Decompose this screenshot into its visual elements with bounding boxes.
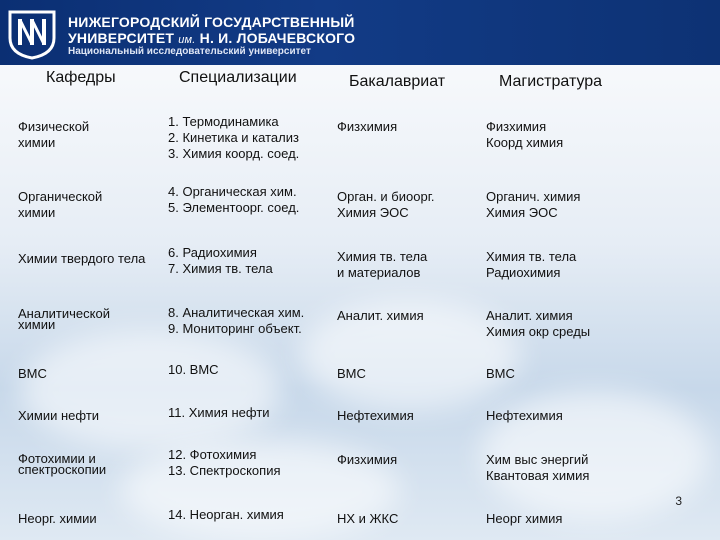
table-cell-master (486, 408, 563, 424)
cell-line: Орган. и биоорг. (337, 189, 435, 204)
table-cell-specialization (168, 245, 273, 277)
cell-line: Химии нефти (18, 408, 100, 423)
cell-line: ВМС (18, 366, 47, 381)
cell-line: Химия тв. тела (486, 249, 577, 264)
table-cell-department (18, 366, 47, 382)
column-header-specializations: Специализации (179, 69, 297, 86)
table-cell-department (18, 511, 97, 527)
university-name-lobachevsky: Н. И. ЛОБАЧЕВСКОГО (199, 30, 356, 46)
cell-line: Химии твердого тела (18, 251, 146, 266)
cell-line: Неорг. химии (18, 511, 97, 526)
cell-line: Физической (18, 119, 90, 134)
cell-line: ВМС (337, 366, 366, 381)
cell-line: и материалов (337, 265, 421, 280)
cell-line: Хим выс энергий (486, 452, 589, 467)
cell-line: Аналит. химия (486, 308, 573, 323)
cell-line: 3. Химия коорд. соед. (168, 146, 300, 161)
table-cell-master (486, 249, 576, 281)
cell-line: 5. Элементоорг. соед. (168, 200, 300, 215)
cell-line: Химия ЭОС (486, 205, 558, 220)
cell-line: 11. Химия нефти (168, 405, 270, 420)
table-cell-bachelor (337, 119, 397, 135)
table-cell-bachelor (337, 308, 424, 324)
university-subtitle: Национальный исследовательский университет (68, 46, 311, 57)
cell-line: 2. Кинетика и катализ (168, 130, 299, 145)
cell-line: Квантовая химия (486, 468, 590, 483)
cell-line: 10. ВМС (168, 362, 219, 377)
university-name-line1: НИЖЕГОРОДСКИЙ ГОСУДАРСТВЕННЫЙ (68, 14, 355, 30)
table-cell-specialization (168, 507, 284, 523)
table-cell-bachelor (337, 452, 397, 468)
page-number: 3 (675, 494, 682, 508)
cell-line: 13. Спектроскопия (168, 463, 281, 478)
background-cloud (20, 330, 280, 450)
table-cell-specialization (168, 447, 281, 479)
column-header-master: Магистратура (499, 73, 603, 90)
table-cell-bachelor (337, 408, 414, 424)
cell-line: Физхимия (486, 119, 547, 134)
table-cell-department (18, 251, 145, 267)
cell-line: Органической (18, 189, 103, 204)
university-name-line2 (68, 30, 355, 46)
cell-line: 12. Фотохимия (168, 447, 257, 462)
cell-line: 7. Химия тв. тела (168, 261, 273, 276)
cell-line: химии (18, 317, 56, 332)
table-cell-master (486, 119, 563, 151)
cell-line: Аналитической (18, 306, 110, 321)
university-logo-icon (6, 8, 58, 60)
cell-line: Неорг химия (486, 511, 563, 526)
table-cell-specialization (168, 362, 219, 378)
cell-line: 6. Радиохимия (168, 245, 257, 260)
cell-line: 8. Аналитическая хим. (168, 305, 305, 320)
cell-line: 1. Термодинамика (168, 114, 279, 129)
cell-line: Нефтехимия (486, 408, 563, 423)
cell-line: Нефтехимия (337, 408, 414, 423)
cell-line: 9. Мониторинг объект. (168, 321, 302, 336)
cell-line: Аналит. химия (337, 308, 424, 323)
cell-line: Физхимия (337, 119, 398, 134)
table-cell-master (486, 308, 590, 340)
cell-line: химии (18, 135, 56, 150)
cell-line: Химия окр среды (486, 324, 591, 339)
table-cell-department (18, 453, 106, 475)
cell-line: Физхимия (337, 452, 398, 467)
table-cell-master (486, 452, 589, 484)
table-cell-specialization (168, 305, 304, 337)
cell-line: Органич. химия (486, 189, 581, 204)
cell-line: ВМС (486, 366, 515, 381)
table-cell-specialization (168, 114, 299, 162)
table-cell-department (18, 308, 110, 330)
cell-line: Химия ЭОС (337, 205, 409, 220)
cell-line: НХ и ЖКС (337, 511, 399, 526)
table-cell-specialization (168, 184, 299, 216)
column-header-departments: Кафедры (46, 69, 116, 86)
cell-line: химии (18, 205, 56, 220)
cell-line: Химия тв. тела (337, 249, 428, 264)
table-cell-department (18, 189, 102, 221)
cell-line: Фотохимии и (18, 451, 96, 466)
cell-line: спектроскопии (18, 462, 107, 477)
table-cell-specialization (168, 405, 270, 421)
table-cell-bachelor (337, 366, 366, 382)
university-name-im: им. (178, 34, 196, 46)
university-header (0, 0, 720, 65)
table-cell-bachelor (337, 189, 434, 221)
cell-line: Радиохимия (486, 265, 561, 280)
table-cell-department (18, 119, 89, 151)
cell-line: 4. Органическая хим. (168, 184, 297, 199)
table-cell-master (486, 189, 580, 221)
table-cell-bachelor (337, 249, 427, 281)
table-cell-department (18, 408, 99, 424)
table-cell-master (486, 366, 515, 382)
column-header-bachelor: Бакалавриат (349, 73, 446, 90)
table-cell-bachelor (337, 511, 398, 527)
university-name-word: УНИВЕРСИТЕТ (68, 30, 175, 46)
table-cell-master (486, 511, 562, 527)
cell-line: 14. Неорган. химия (168, 507, 284, 522)
cell-line: Коорд химия (486, 135, 564, 150)
